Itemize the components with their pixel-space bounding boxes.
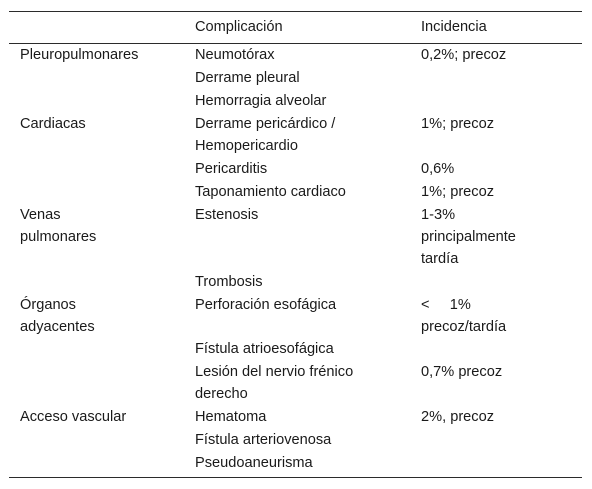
row-complication: Lesión del nervio frénico derecho [195,364,358,402]
row-complication: Hemorragia alveolar [195,93,327,109]
row-incidence: 1%; precoz [421,184,495,200]
row-category: Pleuropulmonares [20,47,139,63]
row-category: Acceso vascular [20,409,127,425]
row-complication: Trombosis [195,274,263,290]
row-category: Cardiacas [20,116,86,132]
row-incidence: 2%, precoz [421,409,495,425]
row-complication: Perforación esofágica [195,297,337,313]
row-complication: Fístula atrioesofágica [195,341,334,357]
row-complication: Estenosis [195,207,259,223]
row-category: Venas pulmonares [20,207,97,245]
row-incidence: 1-3% principalmente tardía [421,207,520,267]
complications-table [9,11,582,478]
row-incidence: < 1% precoz/tardía [421,297,507,335]
table-bottom-rule [9,477,582,478]
row-complication: Derrame pericárdico / Hemopericardio [195,116,340,154]
row-complication: Pericarditis [195,161,268,177]
row-incidence: 0,7% precoz [421,364,503,380]
row-complication: Pseudoaneurisma [195,455,313,471]
row-complication: Fístula arteriovenosa [195,432,332,448]
row-incidence: 0,2%; precoz [421,47,507,63]
row-complication: Hematoma [195,409,267,425]
row-incidence: 1%; precoz [421,116,495,132]
table-top-rule [9,11,582,12]
row-complication: Neumotórax [195,47,275,63]
row-incidence: 0,6% [421,161,455,177]
row-category: Órganos adyacentes [20,297,95,335]
header-incidence: Incidencia [421,19,487,35]
row-complication: Derrame pleural [195,70,300,86]
header-complication: Complicación [195,19,283,35]
row-complication: Taponamiento cardiaco [195,184,346,200]
